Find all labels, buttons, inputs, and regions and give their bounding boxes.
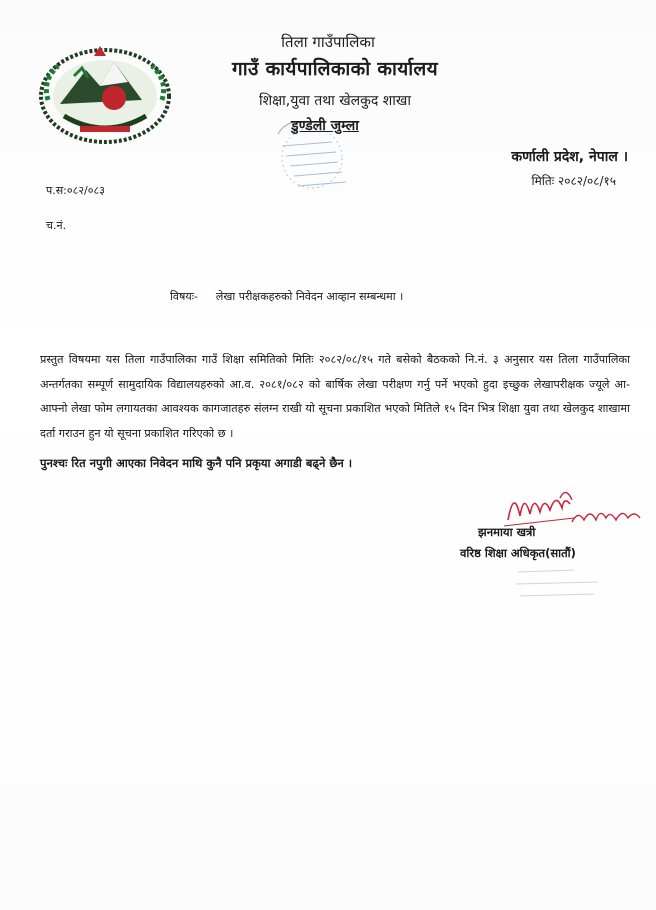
office-name: गाउँ कार्यपालिकाको कार्यालय xyxy=(232,58,438,80)
office-location: डुण्डेली जुम्ला xyxy=(291,118,359,134)
faint-seal-icon xyxy=(514,562,604,602)
signatory-title: वरिष्ठ शिक्षा अधिकृत(सातौं) xyxy=(460,546,576,560)
province-line: कर्णाली प्रदेश, नेपाल । xyxy=(511,149,628,165)
nepal-emblem-icon xyxy=(34,40,176,148)
reference-number: प.स:०८२/०८३ xyxy=(46,184,105,197)
subject-line xyxy=(170,289,403,304)
postscript: पुनश्चः रित नपुगी आएका निवेदन माथि कुनै पनि प्रकृया अगाडी बढ्ने छैन । xyxy=(40,456,353,470)
letter-date: मितिः २०८२/०८/१५ xyxy=(531,174,616,188)
subject-text: लेखा परीक्षकहरुको निवेदन आव्हान सम्बन्धमा । xyxy=(215,290,404,303)
dispatch-number: च.नं. xyxy=(46,219,67,232)
section-name: शिक्षा,युवा तथा खेलकुद शाखा xyxy=(258,93,412,109)
subject-label: विषयः- xyxy=(170,290,198,303)
signatory-name: झनमाया खत्री xyxy=(478,525,536,539)
municipality-name: तिला गाउँपालिका xyxy=(281,33,375,51)
body-paragraph: प्रस्तुत विषयमा यस तिला गाउँपालिका गाउँ शिक्षा समितिको मितिः २०८२/०८/१५ गते बसेको बैठकको नि.नं. ३ अनुसार यस तिला गाउँपालिका अन्तर्गतका सम्पूर्ण सामुदायिक विद्यालयहरुको आ.व. २०८१/०८२ को बार्षिक लेखा परीक्षण गर्नु पर्ने भएको हुदा इच्छुक लेखापरीक्षक ज्यूले आ-आफ्नो लेखा फोम लगायतका आवश्यक कागजातहरु संलग्न राखी यो सूचना प्रकाशित भएको मितिले १५ दिन भित्र शिक्षा युवा तथा खेलकुद शाखामा दर्ता गराउन हुन यो सूचना प्रकाशित गरिएको छ । xyxy=(40,353,630,440)
